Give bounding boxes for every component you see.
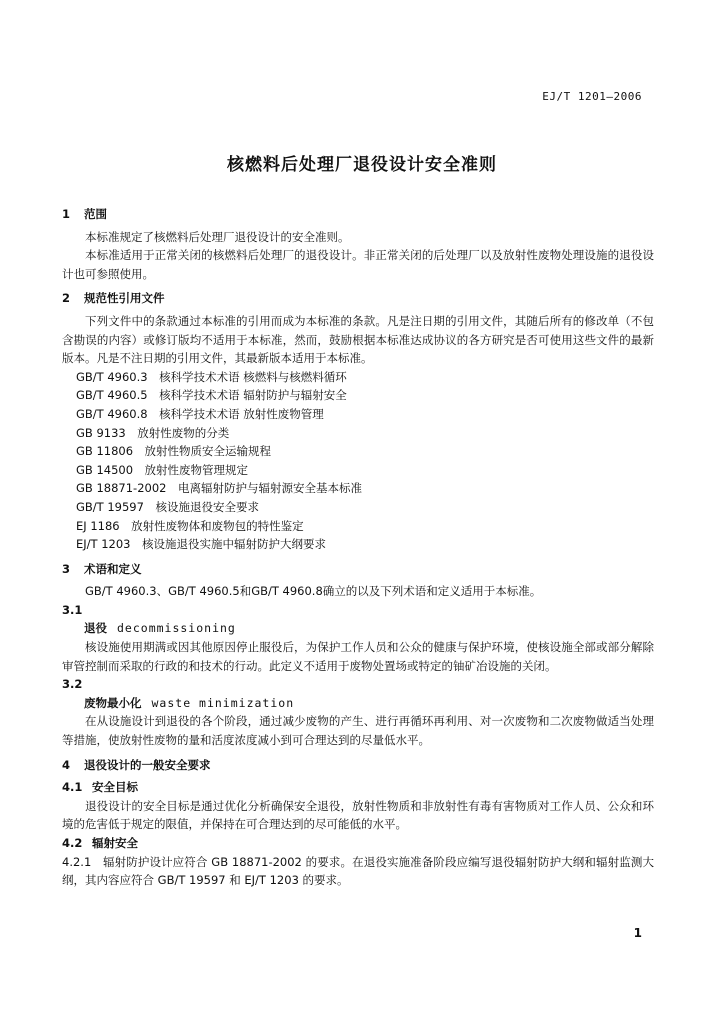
section-title: 规范性引用文件	[84, 291, 165, 306]
term-entry	[62, 694, 654, 713]
subsection-number: 4.1	[62, 780, 83, 795]
paragraph: GB/T 4960.3、GB/T 4960.5和GB/T 4960.8确立的以及下列术语和定义适用于本标准。	[85, 584, 542, 599]
subsection-title: 辐射安全	[92, 836, 138, 850]
section-title: 退役设计的一般安全要求	[84, 757, 211, 772]
subsection-title: 安全目标	[92, 780, 138, 795]
standard-code: EJ/T 1201—2006	[542, 90, 642, 103]
reference-item: GB 11806 放射性物质安全运输规程	[76, 444, 272, 459]
paragraph: 退役设计的安全目标是通过优化分析确保安全退役，放射性物质和非放射性有毒有害物质对工作人员、公众和环境的危害低于规定的限值，并保持在可合理达到的尽可能低的水平。	[62, 798, 654, 832]
section-2-heading	[62, 289, 654, 308]
section-number: 4	[62, 757, 71, 772]
section-1-heading	[62, 205, 654, 224]
clause-number: 3.1	[62, 602, 83, 617]
reference-item: GB 9133 放射性废物的分类	[76, 425, 230, 440]
section-number: 3	[62, 561, 71, 576]
reference-item: GB 18871-2002 电离辐射防护与辐射源安全基本标准	[76, 481, 362, 496]
reference-item: EJ/T 1203 核设施退役实施中辐射防护大纲要求	[76, 537, 326, 552]
subsection-4-2-heading	[62, 834, 654, 853]
term-entry	[62, 619, 654, 638]
term-zh: 退役	[84, 621, 107, 636]
paragraph: 本标准规定了核燃料后处理厂退役设计的安全准则。	[85, 229, 350, 244]
reference-item: GB/T 4960.8 核科学技术术语 放射性废物管理	[76, 406, 324, 421]
reference-item: GB/T 4960.3 核科学技术术语 核燃料与核燃料循环	[76, 369, 347, 384]
reference-item: GB 14500 放射性废物管理规定	[76, 462, 249, 477]
page-number: 1	[633, 926, 642, 940]
term-definition: 在从设施设计到退役的各个阶段，通过减少废物的产生、进行再循环再利用、对一次废物和二次废物做适当处理等措施，使放射性废物的量和活度浓度减小到可合理达到的尽量低水平。	[62, 714, 654, 748]
clause-number: 3.2	[62, 677, 83, 692]
paragraph: 下列文件中的条款通过本标准的引用而成为本标准的条款。凡是注日期的引用文件，其随后所有的修改单（不包含勘误的内容）或修订版均不适用于本标准，然而，鼓励根据本标准达成协议的各方研究是否可使用这些文件的最新版本。凡是不注日期的引用文件，其最新版本适用于本标准。	[62, 313, 654, 366]
subsection-number: 4.2	[62, 836, 83, 850]
document-title: 核燃料后处理厂退役设计安全准则	[227, 155, 497, 175]
section-title: 范围	[84, 207, 107, 221]
section-3-heading	[62, 560, 654, 579]
paragraph: 4.2.1 辐射防护设计应符合 GB 18871-2002 的要求。在退役实施准备阶段应编写退役辐射防护大纲和辐射监测大纲，其内容应符合 GB/T 19597 和 EJ/T 1203 的要求。	[62, 854, 654, 888]
term-zh: 废物最小化	[84, 695, 142, 710]
term-definition: 核设施使用期满或因其他原因停止服役后，为保护工作人员和公众的健康与保护环境，使核设施全部或部分解除审管控制而采取的行政的和技术的行动。此定义不适用于废物处置场或特定的铀矿冶设施的关闭。	[62, 640, 654, 673]
section-number: 2	[62, 291, 71, 306]
section-title: 术语和定义	[84, 561, 142, 576]
term-en: waste minimization	[151, 695, 295, 710]
term-en: decommissioning	[117, 621, 236, 636]
subsection-4-1-heading	[62, 778, 654, 797]
section-4-heading	[62, 756, 654, 775]
section-number: 1	[62, 207, 71, 221]
paragraph: 本标准适用于正常关闭的核燃料后处理厂的退役设计。非正常关闭的后处理厂以及放射性废物处理设施的退役设计也可参照使用。	[62, 248, 654, 281]
document-body	[62, 205, 654, 890]
reference-item: GB/T 4960.5 核科学技术术语 辐射防护与辐射安全	[76, 388, 347, 403]
reference-item: GB/T 19597 核设施退役安全要求	[76, 499, 259, 514]
reference-item: EJ 1186 放射性废物体和废物包的特性鉴定	[76, 518, 304, 533]
